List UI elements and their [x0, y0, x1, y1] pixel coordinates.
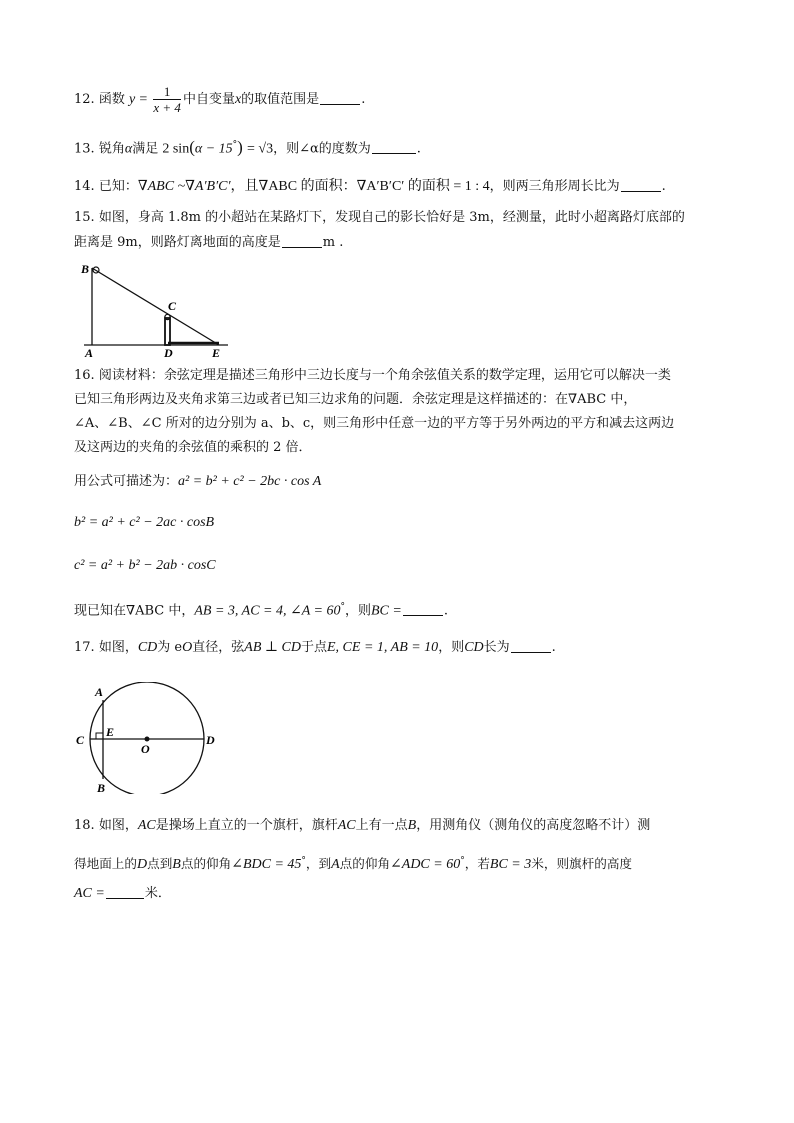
answer-blank[interactable] — [282, 233, 322, 248]
question-18-line2: 得地面上的D点到B点的仰角∠BDC = 45°，到A点的仰角∠ADC = 60°，若BC = 3米，则旗杆的高度 — [74, 856, 632, 873]
question-number: 12. — [74, 92, 95, 107]
figure-circle — [72, 682, 222, 794]
question-number: 17. — [74, 640, 95, 655]
formula-3: c² = a² + b² − 2ab · cosC — [74, 558, 216, 573]
formula-2: b² = a² + c² − 2ac · cosB — [74, 515, 215, 530]
question-number: 13. — [74, 141, 95, 157]
answer-blank[interactable] — [320, 90, 360, 105]
figure-streetlight — [78, 258, 238, 362]
question-number: 14. — [74, 179, 95, 194]
question-16-ask: 现已知在∇ABC 中，AB = 3, AC = 4, ∠A = 60°，则BC = . — [74, 602, 448, 619]
label-A: A — [95, 685, 104, 699]
question-number: 16. — [74, 368, 95, 383]
question-12: 12. 函数 y = $\frac{1}{x + 4}$ 中自变量x的取值范围是 . — [74, 84, 366, 115]
label-D: D — [206, 733, 215, 747]
question-18: 18. 如图，AC是操场上直立的一个旗杆，旗杆AC上有一点B，用测角仪（测角仪的高度忽略不计）测 — [74, 818, 651, 833]
right-angle-mark — [96, 733, 103, 739]
person — [165, 318, 170, 345]
question-number: 18. — [74, 818, 95, 833]
answer-blank[interactable] — [106, 884, 144, 899]
question-17: 17. 如图，CD为 eO直径，弦AB ⊥ CD于点E, CE = 1, AB = 10，则CD长为 . — [74, 640, 556, 655]
formula-1: 用公式可描述为：a² = b² + c² − 2bc · cos A — [74, 474, 322, 489]
answer-blank[interactable] — [511, 638, 551, 653]
answer-blank[interactable] — [403, 601, 443, 616]
label-C: C — [168, 299, 177, 313]
question-18-line3: AC = 米． — [74, 886, 171, 901]
question-13: 13. 锐角α满足 2 sin(α − 15°) = √3，则∠α的度数为 . — [74, 137, 421, 157]
label-A: A — [85, 346, 94, 360]
label-E: E — [106, 725, 115, 739]
question-number: 15. — [74, 210, 95, 225]
question-16: 16. 阅读材料：余弦定理是描述三角形中三边长度与一个角余弦值关系的数学定理，运用它可以解决一类 已知三角形两边及夹角求第三边或者已知三边求角的问题．余弦定理是这样描述的：在∇ABC 中， ∠A、∠B、∠C 所对的边分别为 a、b、c，则三角形中任意一边的平方等于另外两边的平方和减去这两边 及这两边的夹角的余弦值的乘积的 2 倍． — [74, 368, 675, 455]
question-15: 15. 如图，身高 1.8m 的小超站在某路灯下，发现自己的影长恰好是 3m，经测量，此时小超离路灯底部的 距离是 9m，则路灯离地面的高度是 m . — [74, 210, 685, 250]
label-O: O — [141, 742, 150, 756]
label-B: B — [97, 781, 106, 794]
label-C: C — [76, 733, 85, 747]
answer-blank[interactable] — [372, 139, 416, 154]
question-14: 14. 已知：∇ABC ~∇A′B′C′，且∇ABC 的面积：∇A′B′C′ 的面积 = 1 : 4，则两三角形周长比为 . — [74, 179, 666, 194]
fraction: $\frac{1}{x + 4}$ — [153, 84, 181, 115]
label-E: E — [212, 346, 221, 360]
center-dot — [145, 737, 150, 742]
light-ray — [92, 268, 219, 345]
label-D: D — [164, 346, 173, 360]
label-B: B — [81, 262, 90, 276]
answer-blank[interactable] — [621, 177, 661, 192]
